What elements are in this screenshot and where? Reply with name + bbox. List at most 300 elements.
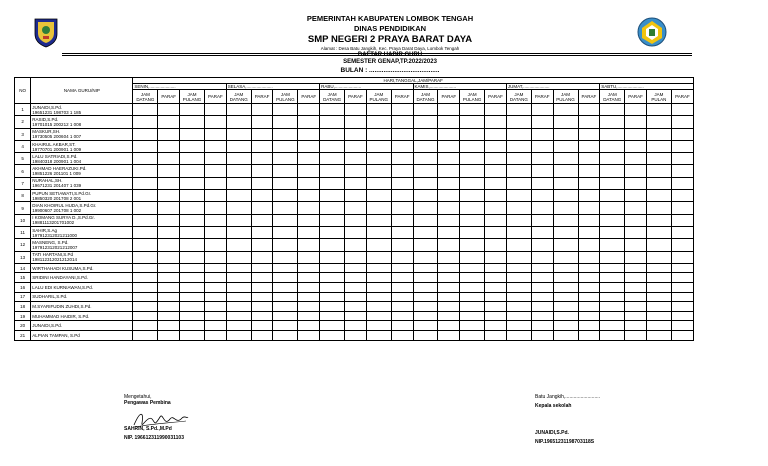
initial-cell bbox=[391, 214, 413, 226]
initial-cell bbox=[485, 202, 507, 214]
time-cell bbox=[646, 311, 671, 321]
time-cell bbox=[226, 128, 251, 140]
initial-cell bbox=[391, 292, 413, 302]
time-cell bbox=[553, 177, 578, 189]
day-header: RABU,..................... bbox=[320, 84, 413, 90]
time-cell bbox=[133, 273, 158, 283]
initial-cell bbox=[625, 311, 647, 321]
initial-cell bbox=[205, 283, 227, 293]
row-number: 19 bbox=[15, 311, 31, 321]
time-cell bbox=[460, 331, 485, 341]
teacher-row bbox=[15, 140, 694, 152]
time-cell bbox=[226, 104, 251, 116]
time-cell bbox=[320, 177, 345, 189]
initial-cell bbox=[158, 263, 180, 273]
initial-cell bbox=[578, 302, 600, 312]
teacher-name: MUHAMMAD HAIDIR, S.Pd. bbox=[32, 313, 90, 319]
time-cell bbox=[413, 302, 438, 312]
time-cell bbox=[320, 292, 345, 302]
teacher-name: NURAHAL,SH. bbox=[32, 178, 63, 184]
initial-cell bbox=[391, 251, 413, 263]
initial-cell bbox=[345, 283, 367, 293]
initial-cell bbox=[485, 128, 507, 140]
initial-cell bbox=[438, 263, 460, 273]
time-cell bbox=[180, 302, 205, 312]
teacher-name: RASID,S.Pd. bbox=[32, 116, 59, 122]
time-cell bbox=[413, 214, 438, 226]
principal-nip: NIP.19651231198703118S bbox=[535, 439, 595, 445]
time-cell bbox=[646, 177, 671, 189]
time-cell bbox=[646, 239, 671, 251]
row-number: 13 bbox=[15, 251, 31, 263]
initial-header: PARAF bbox=[298, 90, 320, 104]
initial-cell bbox=[578, 177, 600, 189]
initial-cell bbox=[158, 292, 180, 302]
initial-cell bbox=[531, 331, 553, 341]
teacher-nip: 19881113201701002 bbox=[32, 220, 75, 226]
time-cell bbox=[506, 128, 531, 140]
initial-cell bbox=[345, 165, 367, 177]
initial-cell bbox=[391, 263, 413, 273]
time-cell bbox=[506, 251, 531, 263]
time-cell bbox=[506, 140, 531, 152]
time-cell bbox=[553, 302, 578, 312]
time-cell bbox=[320, 153, 345, 165]
row-number: 11 bbox=[15, 226, 31, 238]
time-cell bbox=[506, 165, 531, 177]
teacher-row bbox=[15, 165, 694, 177]
initial-cell bbox=[485, 140, 507, 152]
teacher-row bbox=[15, 292, 694, 302]
time-cell bbox=[600, 321, 625, 331]
teacher-row bbox=[15, 202, 694, 214]
time-cell bbox=[320, 128, 345, 140]
time-cell bbox=[646, 214, 671, 226]
time-cell bbox=[226, 273, 251, 283]
initial-header: PARAF bbox=[158, 90, 180, 104]
time-cell bbox=[413, 273, 438, 283]
initial-cell bbox=[485, 251, 507, 263]
time-cell bbox=[366, 153, 391, 165]
initial-cell bbox=[298, 165, 320, 177]
time-cell bbox=[133, 292, 158, 302]
time-cell bbox=[506, 283, 531, 293]
day-header: JUMAT,..................... bbox=[506, 84, 599, 90]
initial-cell bbox=[345, 292, 367, 302]
time-cell bbox=[320, 140, 345, 152]
time-cell bbox=[180, 128, 205, 140]
time-cell bbox=[180, 190, 205, 202]
time-cell bbox=[180, 153, 205, 165]
time-cell bbox=[366, 140, 391, 152]
initial-cell bbox=[485, 153, 507, 165]
row-number: 5 bbox=[15, 153, 31, 165]
time-cell bbox=[506, 190, 531, 202]
teacher-cell bbox=[31, 116, 133, 128]
time-cell bbox=[366, 128, 391, 140]
time-cell bbox=[226, 292, 251, 302]
initial-cell bbox=[345, 239, 367, 251]
initial-cell bbox=[391, 226, 413, 238]
time-cell bbox=[646, 226, 671, 238]
time-cell bbox=[273, 292, 298, 302]
initial-cell bbox=[671, 331, 693, 341]
document-title: DAFTAR HADIR GURU bbox=[357, 52, 423, 58]
time-cell bbox=[273, 321, 298, 331]
initial-cell bbox=[251, 251, 273, 263]
time-cell bbox=[506, 273, 531, 283]
time-cell bbox=[506, 177, 531, 189]
time-cell bbox=[320, 263, 345, 273]
time-cell bbox=[133, 165, 158, 177]
time-cell bbox=[553, 311, 578, 321]
time-cell bbox=[460, 128, 485, 140]
initial-cell bbox=[578, 331, 600, 341]
initial-cell bbox=[531, 273, 553, 283]
initial-cell bbox=[251, 190, 273, 202]
teacher-row bbox=[15, 263, 694, 273]
teacher-cell bbox=[31, 251, 133, 263]
initial-cell bbox=[671, 116, 693, 128]
initial-cell bbox=[578, 239, 600, 251]
teacher-name: JUNAIDI,S.Pd. bbox=[32, 323, 63, 329]
initial-header: PARAF bbox=[205, 90, 227, 104]
initial-cell bbox=[158, 331, 180, 341]
initial-cell bbox=[298, 292, 320, 302]
teacher-nip: 19770701 200901 1 009 bbox=[32, 146, 82, 152]
row-number: 16 bbox=[15, 283, 31, 293]
time-cell bbox=[600, 292, 625, 302]
teacher-cell bbox=[31, 153, 133, 165]
time-cell bbox=[366, 165, 391, 177]
initial-cell bbox=[671, 302, 693, 312]
time-cell bbox=[226, 165, 251, 177]
time-cell bbox=[273, 202, 298, 214]
time-cell bbox=[460, 302, 485, 312]
teacher-cell bbox=[31, 165, 133, 177]
time-cell bbox=[600, 104, 625, 116]
time-cell bbox=[506, 239, 531, 251]
row-number: 2 bbox=[15, 116, 31, 128]
teacher-row bbox=[15, 321, 694, 331]
teacher-nip: 197912312021212007 bbox=[32, 244, 78, 250]
initial-cell bbox=[205, 321, 227, 331]
teacher-cell bbox=[31, 321, 133, 331]
initial-header: PARAF bbox=[251, 90, 273, 104]
row-number: 15 bbox=[15, 273, 31, 283]
initial-cell bbox=[205, 153, 227, 165]
initial-cell bbox=[391, 177, 413, 189]
teacher-cell bbox=[31, 273, 133, 283]
time-cell bbox=[460, 311, 485, 321]
time-header: JAM DATANG bbox=[506, 90, 531, 104]
teacher-nip: 19701015 200212 1 008 bbox=[32, 121, 82, 127]
initial-cell bbox=[438, 273, 460, 283]
time-cell bbox=[413, 263, 438, 273]
time-cell bbox=[553, 263, 578, 273]
initial-cell bbox=[251, 116, 273, 128]
initial-cell bbox=[438, 226, 460, 238]
initial-cell bbox=[671, 283, 693, 293]
time-cell bbox=[553, 104, 578, 116]
time-cell bbox=[646, 283, 671, 293]
time-cell bbox=[320, 226, 345, 238]
initial-cell bbox=[158, 153, 180, 165]
time-cell bbox=[226, 263, 251, 273]
time-cell bbox=[506, 321, 531, 331]
initial-header: PARAF bbox=[671, 90, 693, 104]
initial-cell bbox=[625, 292, 647, 302]
initial-cell bbox=[671, 128, 693, 140]
time-cell bbox=[600, 273, 625, 283]
time-cell bbox=[273, 153, 298, 165]
time-cell bbox=[226, 331, 251, 341]
initial-cell bbox=[158, 239, 180, 251]
time-cell bbox=[600, 165, 625, 177]
initial-cell bbox=[158, 273, 180, 283]
initial-cell bbox=[298, 214, 320, 226]
time-header: JAM DATANG bbox=[413, 90, 438, 104]
initial-cell bbox=[531, 251, 553, 263]
time-cell bbox=[646, 165, 671, 177]
initial-cell bbox=[345, 251, 367, 263]
initial-cell bbox=[531, 263, 553, 273]
time-cell bbox=[133, 140, 158, 152]
time-cell bbox=[413, 140, 438, 152]
time-cell bbox=[366, 239, 391, 251]
initial-cell bbox=[485, 302, 507, 312]
time-cell bbox=[226, 251, 251, 263]
initial-cell bbox=[345, 302, 367, 312]
row-number: 20 bbox=[15, 321, 31, 331]
teacher-row bbox=[15, 311, 694, 321]
time-cell bbox=[133, 190, 158, 202]
time-cell bbox=[273, 104, 298, 116]
teacher-name: DIAN KHOIRUL HUDA,S.Pd.Gr. bbox=[32, 203, 97, 209]
initial-cell bbox=[345, 226, 367, 238]
initial-cell bbox=[205, 202, 227, 214]
time-cell bbox=[133, 226, 158, 238]
time-cell bbox=[413, 226, 438, 238]
initial-cell bbox=[391, 116, 413, 128]
initial-cell bbox=[158, 311, 180, 321]
teacher-name: PUPUN SETIAWATI,S.Pd.Gr. bbox=[32, 190, 92, 196]
teacher-name: I KOMANG SURYA D.,S.Pd.Gr. bbox=[32, 215, 95, 221]
teacher-nip: 19651231 198703 1 185 bbox=[32, 109, 82, 115]
time-cell bbox=[460, 165, 485, 177]
time-header: JAM PULANG bbox=[460, 90, 485, 104]
initial-cell bbox=[671, 202, 693, 214]
teacher-name: LALU EDI KURNIAWAN,S.Pd. bbox=[32, 284, 93, 290]
initial-cell bbox=[438, 153, 460, 165]
time-cell bbox=[553, 331, 578, 341]
initial-cell bbox=[625, 104, 647, 116]
time-cell bbox=[460, 251, 485, 263]
time-cell bbox=[273, 116, 298, 128]
initial-cell bbox=[251, 263, 273, 273]
initial-cell bbox=[438, 311, 460, 321]
time-cell bbox=[226, 190, 251, 202]
initial-cell bbox=[578, 190, 600, 202]
initial-cell bbox=[531, 165, 553, 177]
time-cell bbox=[180, 321, 205, 331]
time-cell bbox=[460, 177, 485, 189]
initial-cell bbox=[578, 214, 600, 226]
day-header: KAMIS,..................... bbox=[413, 84, 506, 90]
initial-cell bbox=[485, 311, 507, 321]
row-number: 6 bbox=[15, 165, 31, 177]
initial-cell bbox=[205, 140, 227, 152]
initial-cell bbox=[251, 153, 273, 165]
time-cell bbox=[646, 190, 671, 202]
initial-cell bbox=[298, 331, 320, 341]
time-header: JAM DATANG bbox=[600, 90, 625, 104]
initial-cell bbox=[671, 251, 693, 263]
initial-header: PARAF bbox=[345, 90, 367, 104]
initial-cell bbox=[578, 292, 600, 302]
time-cell bbox=[226, 239, 251, 251]
month-line: BULAN : ....................................... bbox=[340, 67, 440, 74]
initial-header: PARAF bbox=[485, 90, 507, 104]
initial-cell bbox=[345, 273, 367, 283]
time-cell bbox=[366, 311, 391, 321]
initial-cell bbox=[205, 311, 227, 321]
time-cell bbox=[553, 251, 578, 263]
initial-cell bbox=[485, 283, 507, 293]
supervisor-signature-icon bbox=[130, 409, 190, 431]
time-cell bbox=[320, 251, 345, 263]
time-cell bbox=[600, 331, 625, 341]
principal-name: JUNAIDI,S.Pd. bbox=[535, 430, 569, 436]
row-number: 4 bbox=[15, 140, 31, 152]
time-cell bbox=[413, 239, 438, 251]
initial-cell bbox=[251, 302, 273, 312]
initial-cell bbox=[298, 263, 320, 273]
initial-cell bbox=[298, 104, 320, 116]
initial-cell bbox=[438, 202, 460, 214]
time-cell bbox=[366, 273, 391, 283]
initial-cell bbox=[205, 263, 227, 273]
initial-cell bbox=[158, 283, 180, 293]
time-cell bbox=[413, 292, 438, 302]
teacher-cell bbox=[31, 263, 133, 273]
teacher-name: MASKUR,SH. bbox=[32, 129, 61, 135]
initial-cell bbox=[578, 116, 600, 128]
initial-cell bbox=[671, 311, 693, 321]
initial-cell bbox=[531, 321, 553, 331]
time-cell bbox=[273, 226, 298, 238]
initial-cell bbox=[251, 226, 273, 238]
initial-cell bbox=[625, 302, 647, 312]
teacher-cell bbox=[31, 190, 133, 202]
time-cell bbox=[133, 153, 158, 165]
time-cell bbox=[600, 202, 625, 214]
time-cell bbox=[226, 214, 251, 226]
time-cell bbox=[646, 153, 671, 165]
initial-header: PARAF bbox=[391, 90, 413, 104]
initial-header: PARAF bbox=[578, 90, 600, 104]
initial-cell bbox=[671, 239, 693, 251]
initial-cell bbox=[578, 202, 600, 214]
teacher-name: LALU SATRIADI,S.Pd. bbox=[32, 153, 78, 159]
time-cell bbox=[553, 140, 578, 152]
time-cell bbox=[320, 104, 345, 116]
initial-cell bbox=[625, 273, 647, 283]
time-cell bbox=[366, 104, 391, 116]
initial-cell bbox=[485, 104, 507, 116]
time-cell bbox=[180, 331, 205, 341]
time-cell bbox=[460, 263, 485, 273]
initial-cell bbox=[391, 190, 413, 202]
teacher-nip: 19671231 201407 1 039 bbox=[32, 183, 82, 189]
initial-cell bbox=[625, 190, 647, 202]
initial-cell bbox=[578, 226, 600, 238]
teacher-row bbox=[15, 128, 694, 140]
initial-cell bbox=[298, 283, 320, 293]
time-cell bbox=[460, 321, 485, 331]
initial-cell bbox=[205, 331, 227, 341]
initial-cell bbox=[391, 140, 413, 152]
time-cell bbox=[600, 190, 625, 202]
time-cell bbox=[460, 283, 485, 293]
time-cell bbox=[553, 153, 578, 165]
initial-cell bbox=[531, 140, 553, 152]
initial-cell bbox=[205, 292, 227, 302]
teacher-cell bbox=[31, 311, 133, 321]
time-cell bbox=[180, 104, 205, 116]
teacher-name: TATI HARTANI,S.Pd bbox=[32, 252, 73, 258]
initial-cell bbox=[438, 190, 460, 202]
initial-cell bbox=[251, 214, 273, 226]
day-header: SENIN,..................... bbox=[133, 84, 226, 90]
initial-cell bbox=[438, 116, 460, 128]
teacher-nip: 198112312021212014 bbox=[32, 257, 77, 263]
time-cell bbox=[226, 311, 251, 321]
time-cell bbox=[133, 311, 158, 321]
initial-cell bbox=[391, 104, 413, 116]
time-cell bbox=[320, 321, 345, 331]
initial-cell bbox=[671, 153, 693, 165]
time-cell bbox=[646, 202, 671, 214]
initial-cell bbox=[205, 273, 227, 283]
time-cell bbox=[506, 153, 531, 165]
teacher-row bbox=[15, 190, 694, 202]
initial-cell bbox=[298, 202, 320, 214]
time-cell bbox=[273, 239, 298, 251]
teacher-cell bbox=[31, 128, 133, 140]
time-cell bbox=[600, 263, 625, 273]
initial-cell bbox=[298, 321, 320, 331]
time-cell bbox=[600, 153, 625, 165]
time-cell bbox=[600, 226, 625, 238]
time-cell bbox=[273, 283, 298, 293]
teacher-name: SRIDINI HANDAYANI,S.Pd. bbox=[32, 275, 88, 281]
initial-cell bbox=[671, 140, 693, 152]
time-cell bbox=[133, 177, 158, 189]
teacher-name: WIRTHAHADI KUSUMA,S.Pd. bbox=[32, 265, 94, 271]
initial-cell bbox=[578, 104, 600, 116]
time-cell bbox=[413, 311, 438, 321]
time-cell bbox=[366, 283, 391, 293]
teacher-cell bbox=[31, 104, 133, 116]
time-cell bbox=[320, 190, 345, 202]
initial-cell bbox=[251, 177, 273, 189]
initial-cell bbox=[485, 239, 507, 251]
initial-cell bbox=[578, 251, 600, 263]
teacher-name: MASNENG, S.Pd. bbox=[32, 239, 69, 245]
initial-cell bbox=[671, 263, 693, 273]
initial-cell bbox=[485, 177, 507, 189]
